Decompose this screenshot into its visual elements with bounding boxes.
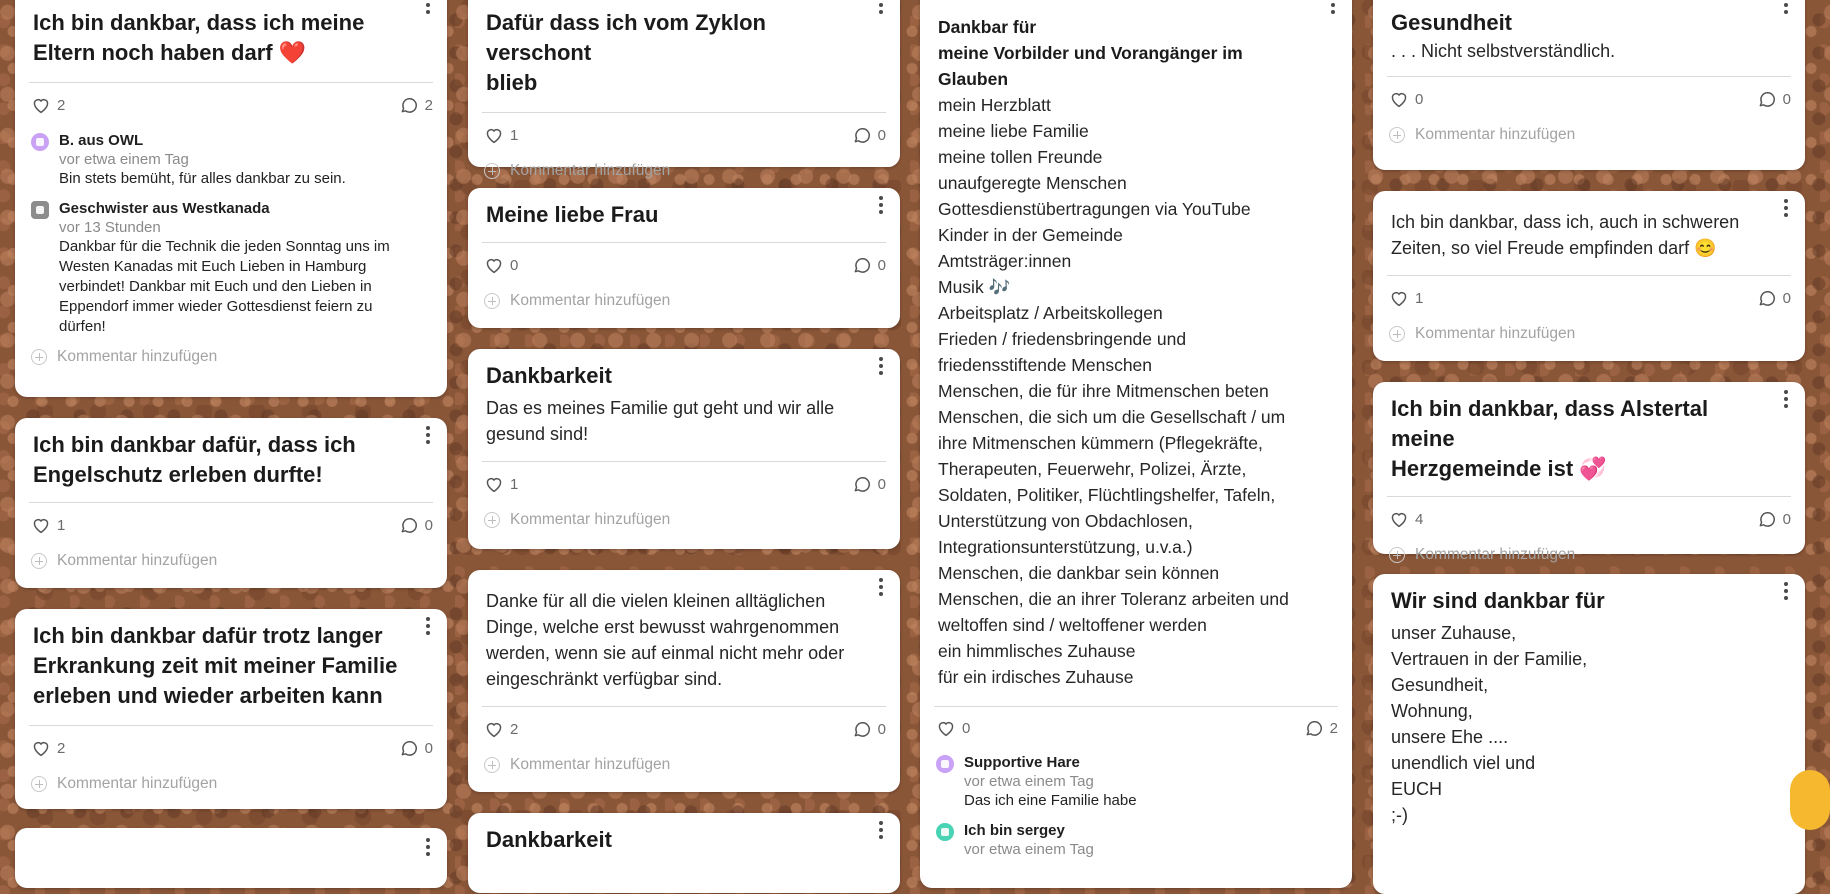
- post-card[interactable]: [15, 0, 447, 397]
- comment-time: vor etwa einem Tag: [59, 151, 189, 168]
- add-comment-button[interactable]: [1373, 320, 1805, 348]
- comment-icon: [1757, 89, 1777, 109]
- comment-icon: [1757, 509, 1777, 529]
- post-card[interactable]: [468, 813, 900, 893]
- post-title: Dankbar für meine Vorbilder und Vorangänger im Glauben: [938, 17, 1243, 89]
- post-title: Ich bin dankbar dafür, dass ich Engelschutz erleben durfte!: [33, 432, 356, 487]
- more-options-icon[interactable]: [1779, 580, 1793, 602]
- post-title: Meine liebe Frau: [486, 202, 659, 227]
- add-comment-button[interactable]: [15, 343, 447, 371]
- more-options-icon[interactable]: [421, 0, 435, 16]
- comment-author: Ich bin sergey: [964, 822, 1065, 839]
- like-button[interactable]: [484, 126, 518, 144]
- more-options-icon[interactable]: [874, 0, 888, 16]
- more-options-icon[interactable]: [874, 194, 888, 216]
- post-title: Gesundheit: [1391, 10, 1513, 35]
- comment-time: vor 13 Stunden: [59, 219, 161, 236]
- post-card[interactable]: [1373, 382, 1805, 563]
- comment-item: [15, 195, 447, 343]
- more-options-icon[interactable]: [874, 355, 888, 377]
- comments-button[interactable]: [1304, 718, 1338, 738]
- heart-icon: [936, 719, 956, 737]
- post-card[interactable]: [1373, 0, 1805, 170]
- add-comment-label: Kommentar hinzufügen: [1415, 325, 1576, 342]
- post-title: Dafür dass ich vom Zyklon verschont blieb: [486, 10, 766, 95]
- comments-button[interactable]: [1757, 509, 1791, 529]
- like-button[interactable]: [1389, 510, 1423, 528]
- comment-icon: [852, 719, 872, 739]
- post-text: Ich bin dankbar, dass ich, auch in schweren Zeiten, so viel Freude empfinden darf 😊: [1391, 212, 1740, 258]
- comment-count: 2: [424, 96, 433, 114]
- add-comment-button[interactable]: [468, 751, 900, 779]
- plus-icon: [484, 293, 500, 309]
- plus-icon: [1389, 127, 1405, 143]
- post-title: Ich bin dankbar, dass ich meine Eltern noch haben darf ❤️: [33, 10, 365, 65]
- post-title: Dankbarkeit: [486, 827, 612, 852]
- like-button[interactable]: [484, 720, 518, 738]
- heart-icon: [484, 720, 504, 738]
- like-button[interactable]: [936, 719, 970, 737]
- add-comment-button[interactable]: [1373, 541, 1805, 569]
- post-card[interactable]: [15, 609, 447, 809]
- heart-icon: [484, 475, 504, 493]
- post-text: Danke für all die vielen kleinen alltäglichen Dinge, welche erst bewusst wahrgenommen werden, wenn sie auf einmal nicht mehr oder eingeschränkt verfügbar sind.: [486, 591, 845, 689]
- add-comment-label: Kommentar hinzufügen: [57, 348, 218, 365]
- like-count: 1: [510, 475, 519, 493]
- comment-icon: [399, 515, 419, 535]
- post-text: mein Herzblatt meine liebe Familie meine tollen Freunde unaufgeregte Menschen Gottesdienstübertragungen via YouTube Kinder in der Gemeinde Amtsträger:innen Musik 🎶 Arbeitsplatz / Arbeitskollegen Frieden / friedensbringende und friedensstiftende Menschen Menschen, die für ihre Mitmenschen beten Menschen, die sich um die Gesellschaft / um ihre Mitmenschen kümmern (Pflegekräfte, Therapeuten, Feuerwehr, Polizei, Ärzte, Soldaten, Politiker, Flüchtlingshelfer, Tafeln, Unterstützung von Obdachlosen, Integrationsunterstützung, u.v.a.) Menschen, die dankbar sein können Menschen, die an ihrer Toleranz arbeiten und weltoffen sind / weltoffener werden ein himmlisches Zuhause für ein irdisches Zuhause: [938, 95, 1289, 687]
- post-card[interactable]: [1373, 574, 1805, 894]
- comment-count: 0: [1782, 289, 1791, 307]
- comment-time: vor etwa einem Tag: [964, 773, 1094, 790]
- comments-button[interactable]: [1757, 288, 1791, 308]
- add-comment-label: Kommentar hinzufügen: [510, 292, 671, 309]
- plus-icon: [484, 512, 500, 528]
- plus-icon: [484, 163, 500, 179]
- heart-icon: [484, 126, 504, 144]
- avatar: [936, 755, 954, 773]
- comment-icon: [852, 255, 872, 275]
- more-options-icon[interactable]: [421, 615, 435, 637]
- post-card[interactable]: [468, 349, 900, 549]
- add-comment-label: Kommentar hinzufügen: [57, 775, 218, 792]
- heart-icon: [31, 96, 51, 114]
- like-button[interactable]: [1389, 90, 1423, 108]
- plus-icon: [484, 757, 500, 773]
- heart-icon: [1389, 289, 1409, 307]
- add-comment-button[interactable]: [15, 770, 447, 798]
- comments-button[interactable]: [1757, 89, 1791, 109]
- post-card[interactable]: [1373, 191, 1805, 361]
- more-options-icon[interactable]: [421, 836, 435, 858]
- post-title: Dankbarkeit: [486, 363, 612, 388]
- like-count: 2: [510, 720, 519, 738]
- post-text: unser Zuhause, Vertrauen in der Familie, Gesundheit, Wohnung, unsere Ehe .... unendlich viel und EUCH ;-): [1391, 623, 1588, 825]
- comment-item: [15, 127, 447, 195]
- avatar: [936, 823, 954, 841]
- heart-icon: [1389, 510, 1409, 528]
- more-options-icon[interactable]: [874, 576, 888, 598]
- comment-item: [920, 817, 1352, 865]
- comments-button[interactable]: [399, 738, 433, 758]
- comment-text: Bin stets bemüht, für alles dankbar zu sein.: [59, 170, 346, 187]
- avatar: [31, 201, 49, 219]
- like-button[interactable]: [31, 516, 65, 534]
- like-button[interactable]: [31, 739, 65, 757]
- like-count: 4: [1415, 510, 1424, 528]
- comment-count: 0: [1782, 510, 1791, 528]
- comments-button[interactable]: [852, 719, 886, 739]
- post-card[interactable]: [15, 828, 447, 888]
- like-button[interactable]: [31, 96, 65, 114]
- comment-icon: [852, 474, 872, 494]
- plus-icon: [1389, 547, 1405, 563]
- add-post-button[interactable]: [1790, 770, 1830, 830]
- comment-text: Dankbar für die Technik die jeden Sonntag uns im Westen Kanadas mit Euch Lieben in Hamburg verbindet! Dankbar mit Euch und den Lieben in Eppendorf immer wieder Gottesdienst feiern zu dürfen!: [59, 238, 390, 335]
- comments-button[interactable]: [399, 515, 433, 535]
- more-options-icon[interactable]: [1779, 388, 1793, 410]
- add-comment-button[interactable]: [468, 157, 900, 185]
- comment-count: 0: [877, 126, 886, 144]
- add-comment-label: Kommentar hinzufügen: [510, 756, 671, 773]
- like-count: 1: [510, 126, 519, 144]
- plus-icon: [31, 553, 47, 569]
- like-count: 2: [57, 96, 66, 114]
- comment-icon: [852, 125, 872, 145]
- like-button[interactable]: [484, 256, 518, 274]
- comment-count: 0: [877, 720, 886, 738]
- add-comment-label: Kommentar hinzufügen: [1415, 126, 1576, 143]
- comment-count: 0: [877, 475, 886, 493]
- like-count: 0: [962, 719, 971, 737]
- plus-icon: [1389, 326, 1405, 342]
- add-comment-label: Kommentar hinzufügen: [510, 511, 671, 528]
- plus-icon: [31, 349, 47, 365]
- comment-count: 0: [424, 516, 433, 534]
- post-card[interactable]: [468, 570, 900, 792]
- like-button[interactable]: [1389, 289, 1423, 307]
- comment-author: Geschwister aus Westkanada: [59, 200, 270, 217]
- comment-count: 0: [1782, 90, 1791, 108]
- add-comment-button[interactable]: [468, 506, 900, 534]
- like-button[interactable]: [484, 475, 518, 493]
- add-comment-button[interactable]: [1373, 121, 1805, 149]
- more-options-icon[interactable]: [1779, 197, 1793, 219]
- comment-icon: [399, 95, 419, 115]
- post-card[interactable]: [15, 418, 447, 588]
- add-comment-button[interactable]: [468, 287, 900, 315]
- post-card[interactable]: [920, 0, 1352, 888]
- comments-button[interactable]: [852, 125, 886, 145]
- avatar: [31, 133, 49, 151]
- comments-button[interactable]: [852, 255, 886, 275]
- like-count: 0: [1415, 90, 1424, 108]
- more-options-icon[interactable]: [1326, 0, 1340, 16]
- comment-item: [920, 749, 1352, 817]
- like-count: 0: [510, 256, 519, 274]
- post-title: Ich bin dankbar dafür trotz langer Erkrankung zeit mit meiner Familie erleben und wieder arbeiten kann: [33, 623, 398, 708]
- heart-icon: [31, 516, 51, 534]
- post-title: Ich bin dankbar, dass Alstertal meine Herzgemeinde ist 💞: [1391, 396, 1709, 481]
- post-card[interactable]: [468, 0, 900, 179]
- comment-icon: [1304, 718, 1324, 738]
- comments-button[interactable]: [399, 95, 433, 115]
- comment-text: Das ich eine Familie habe: [964, 792, 1137, 809]
- post-text: Das es meines Familie gut geht und wir alle gesund sind!: [486, 398, 835, 444]
- post-text: . . . Nicht selbstverständlich.: [1391, 41, 1616, 61]
- more-options-icon[interactable]: [1779, 0, 1793, 16]
- comment-author: B. aus OWL: [59, 132, 144, 149]
- comment-icon: [399, 738, 419, 758]
- comment-count: 2: [1329, 719, 1338, 737]
- comment-time: vor etwa einem Tag: [964, 841, 1094, 858]
- heart-icon: [1389, 90, 1409, 108]
- add-comment-button[interactable]: [15, 547, 447, 575]
- comment-count: 0: [424, 739, 433, 757]
- add-comment-label: Kommentar hinzufügen: [57, 552, 218, 569]
- like-count: 1: [1415, 289, 1424, 307]
- comment-count: 0: [877, 256, 886, 274]
- like-count: 1: [57, 516, 66, 534]
- more-options-icon[interactable]: [874, 819, 888, 841]
- comments-button[interactable]: [852, 474, 886, 494]
- post-title: Wir sind dankbar für: [1391, 588, 1605, 613]
- plus-icon: [31, 776, 47, 792]
- like-count: 2: [57, 739, 66, 757]
- heart-icon: [484, 256, 504, 274]
- add-comment-label: Kommentar hinzufügen: [1415, 546, 1576, 563]
- heart-icon: [31, 739, 51, 757]
- comment-icon: [1757, 288, 1777, 308]
- add-comment-label: Kommentar hinzufügen: [510, 162, 671, 179]
- more-options-icon[interactable]: [421, 424, 435, 446]
- post-card[interactable]: [468, 188, 900, 328]
- comment-author: Supportive Hare: [964, 754, 1080, 771]
